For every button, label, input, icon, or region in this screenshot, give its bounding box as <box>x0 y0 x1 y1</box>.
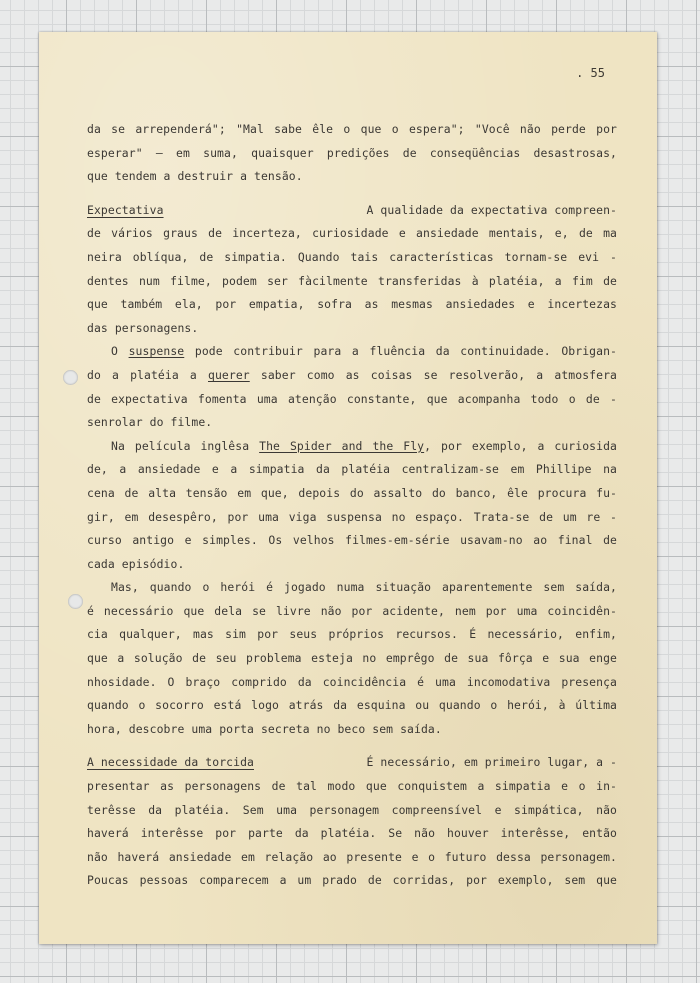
text-fragment: A qualidade da expectativa compreen- <box>366 202 617 217</box>
underlined-word-suspense: suspense <box>128 344 185 359</box>
typewritten-page <box>39 32 657 944</box>
text-line <box>87 340 617 364</box>
section-heading-expectativa: Expectativa <box>87 202 164 217</box>
text-line <box>87 435 617 459</box>
page-number: . 55 <box>576 66 605 80</box>
film-title: The Spider and the Fly <box>259 438 425 453</box>
punch-hole-upper <box>63 370 78 385</box>
section-heading-line <box>87 199 617 223</box>
text-line: cena de alta tensão em que, depois do assalto do banco, êle procura fu- <box>87 485 617 500</box>
underlined-word-querer: querer <box>208 367 250 382</box>
text-line: cia qualquer, mas sim por seus próprios recursos. É necessário, enfim, <box>87 627 617 642</box>
text-line: que tendem a destruir a tensão. <box>87 169 303 184</box>
text-line: neira oblíqua, de simpatia. Quando tais características tornam-se evi - <box>87 249 617 264</box>
text-line: esperar" — em suma, quaisquer predições de conseqüências desastrosas, <box>87 145 617 160</box>
text-line: Poucas pessoas comparecem a um prado de corridas, por exemplo, sem que <box>87 873 617 888</box>
text-line: de expectativa fomenta uma atenção constante, que acompanha todo o de - <box>87 391 617 406</box>
text-line: haverá interêsse por parte da platéia. Se não houver interêsse, então <box>87 826 617 841</box>
body-text <box>87 118 617 893</box>
text-line: da se arrependerá"; "Mal sabe êle o que o espera"; "Você não perde por <box>87 122 617 136</box>
text-line: que a solução de seu problema esteja no emprêgo de sua fôrça e sua enge <box>87 651 617 666</box>
text-fragment <box>184 344 195 358</box>
text-fragment: saber como as coisas se resolverão, a atmosfera <box>260 367 617 382</box>
text-line: de, a ansiedade e a simpatia da platéia centralizam-se em Phillipe na <box>87 462 617 477</box>
text-line: nhosidade. O braço comprido da coincidência é uma incomodativa presença <box>87 674 617 689</box>
text-line: das personagens. <box>87 320 199 335</box>
text-fragment: , por exemplo, a curiosida <box>424 438 618 453</box>
text-fragment: É necessário, em primeiro lugar, a - <box>366 755 617 770</box>
text-line: é necessário que dela se livre não por acidente, nem por uma coincidên- <box>87 603 617 618</box>
section-heading-line <box>87 751 617 775</box>
text-line <box>87 364 617 388</box>
section-heading-torcida: A necessidade da torcida <box>87 755 254 770</box>
text-line: quando o socorro está logo atrás da esquina ou quando o herói, à última <box>87 698 617 713</box>
text-line: Mas, quando o herói é jogado numa situação aparentemente sem saída, <box>111 580 617 595</box>
text-line: curso antigo e simples. Os velhos filmes-em-série usavam-no ao final de <box>87 533 617 548</box>
text-line: não haverá ansiedade em relação ao presente e o futuro dessa personagem. <box>87 849 617 864</box>
text-fragment: O <box>111 344 129 359</box>
text-fragment <box>250 368 261 382</box>
text-line: presentar as personagens de tal modo que conquistem a simpatia e o in- <box>87 779 617 794</box>
text-fragment: Na película inglêsa <box>111 438 260 453</box>
text-line: hora, descobre uma porta secreta no beco sem saída. <box>87 721 442 736</box>
text-line: gir, em desespêro, por uma viga suspensa no espaço. Trata-se de um re - <box>87 509 617 524</box>
text-line: de vários graus de incerteza, curiosidade e ansiedade mentais, e, de ma <box>87 226 617 241</box>
text-line: terêsse da platéia. Sem uma personagem compreensível e simpática, não <box>87 802 617 817</box>
text-line: senrolar do filme. <box>87 415 213 430</box>
text-fragment: do a platéia a <box>87 367 208 382</box>
text-line: cada episódio. <box>87 556 185 571</box>
text-line: dentes num filme, podem ser fàcilmente transferidas à platéia, a fim de <box>87 273 617 288</box>
text-fragment: pode contribuir para a fluência da continuidade. Obrigan- <box>194 344 617 359</box>
punch-hole-lower <box>68 594 83 609</box>
text-line: que também ela, por empatia, sofra as mesmas ansiedades e incertezas <box>87 297 617 312</box>
